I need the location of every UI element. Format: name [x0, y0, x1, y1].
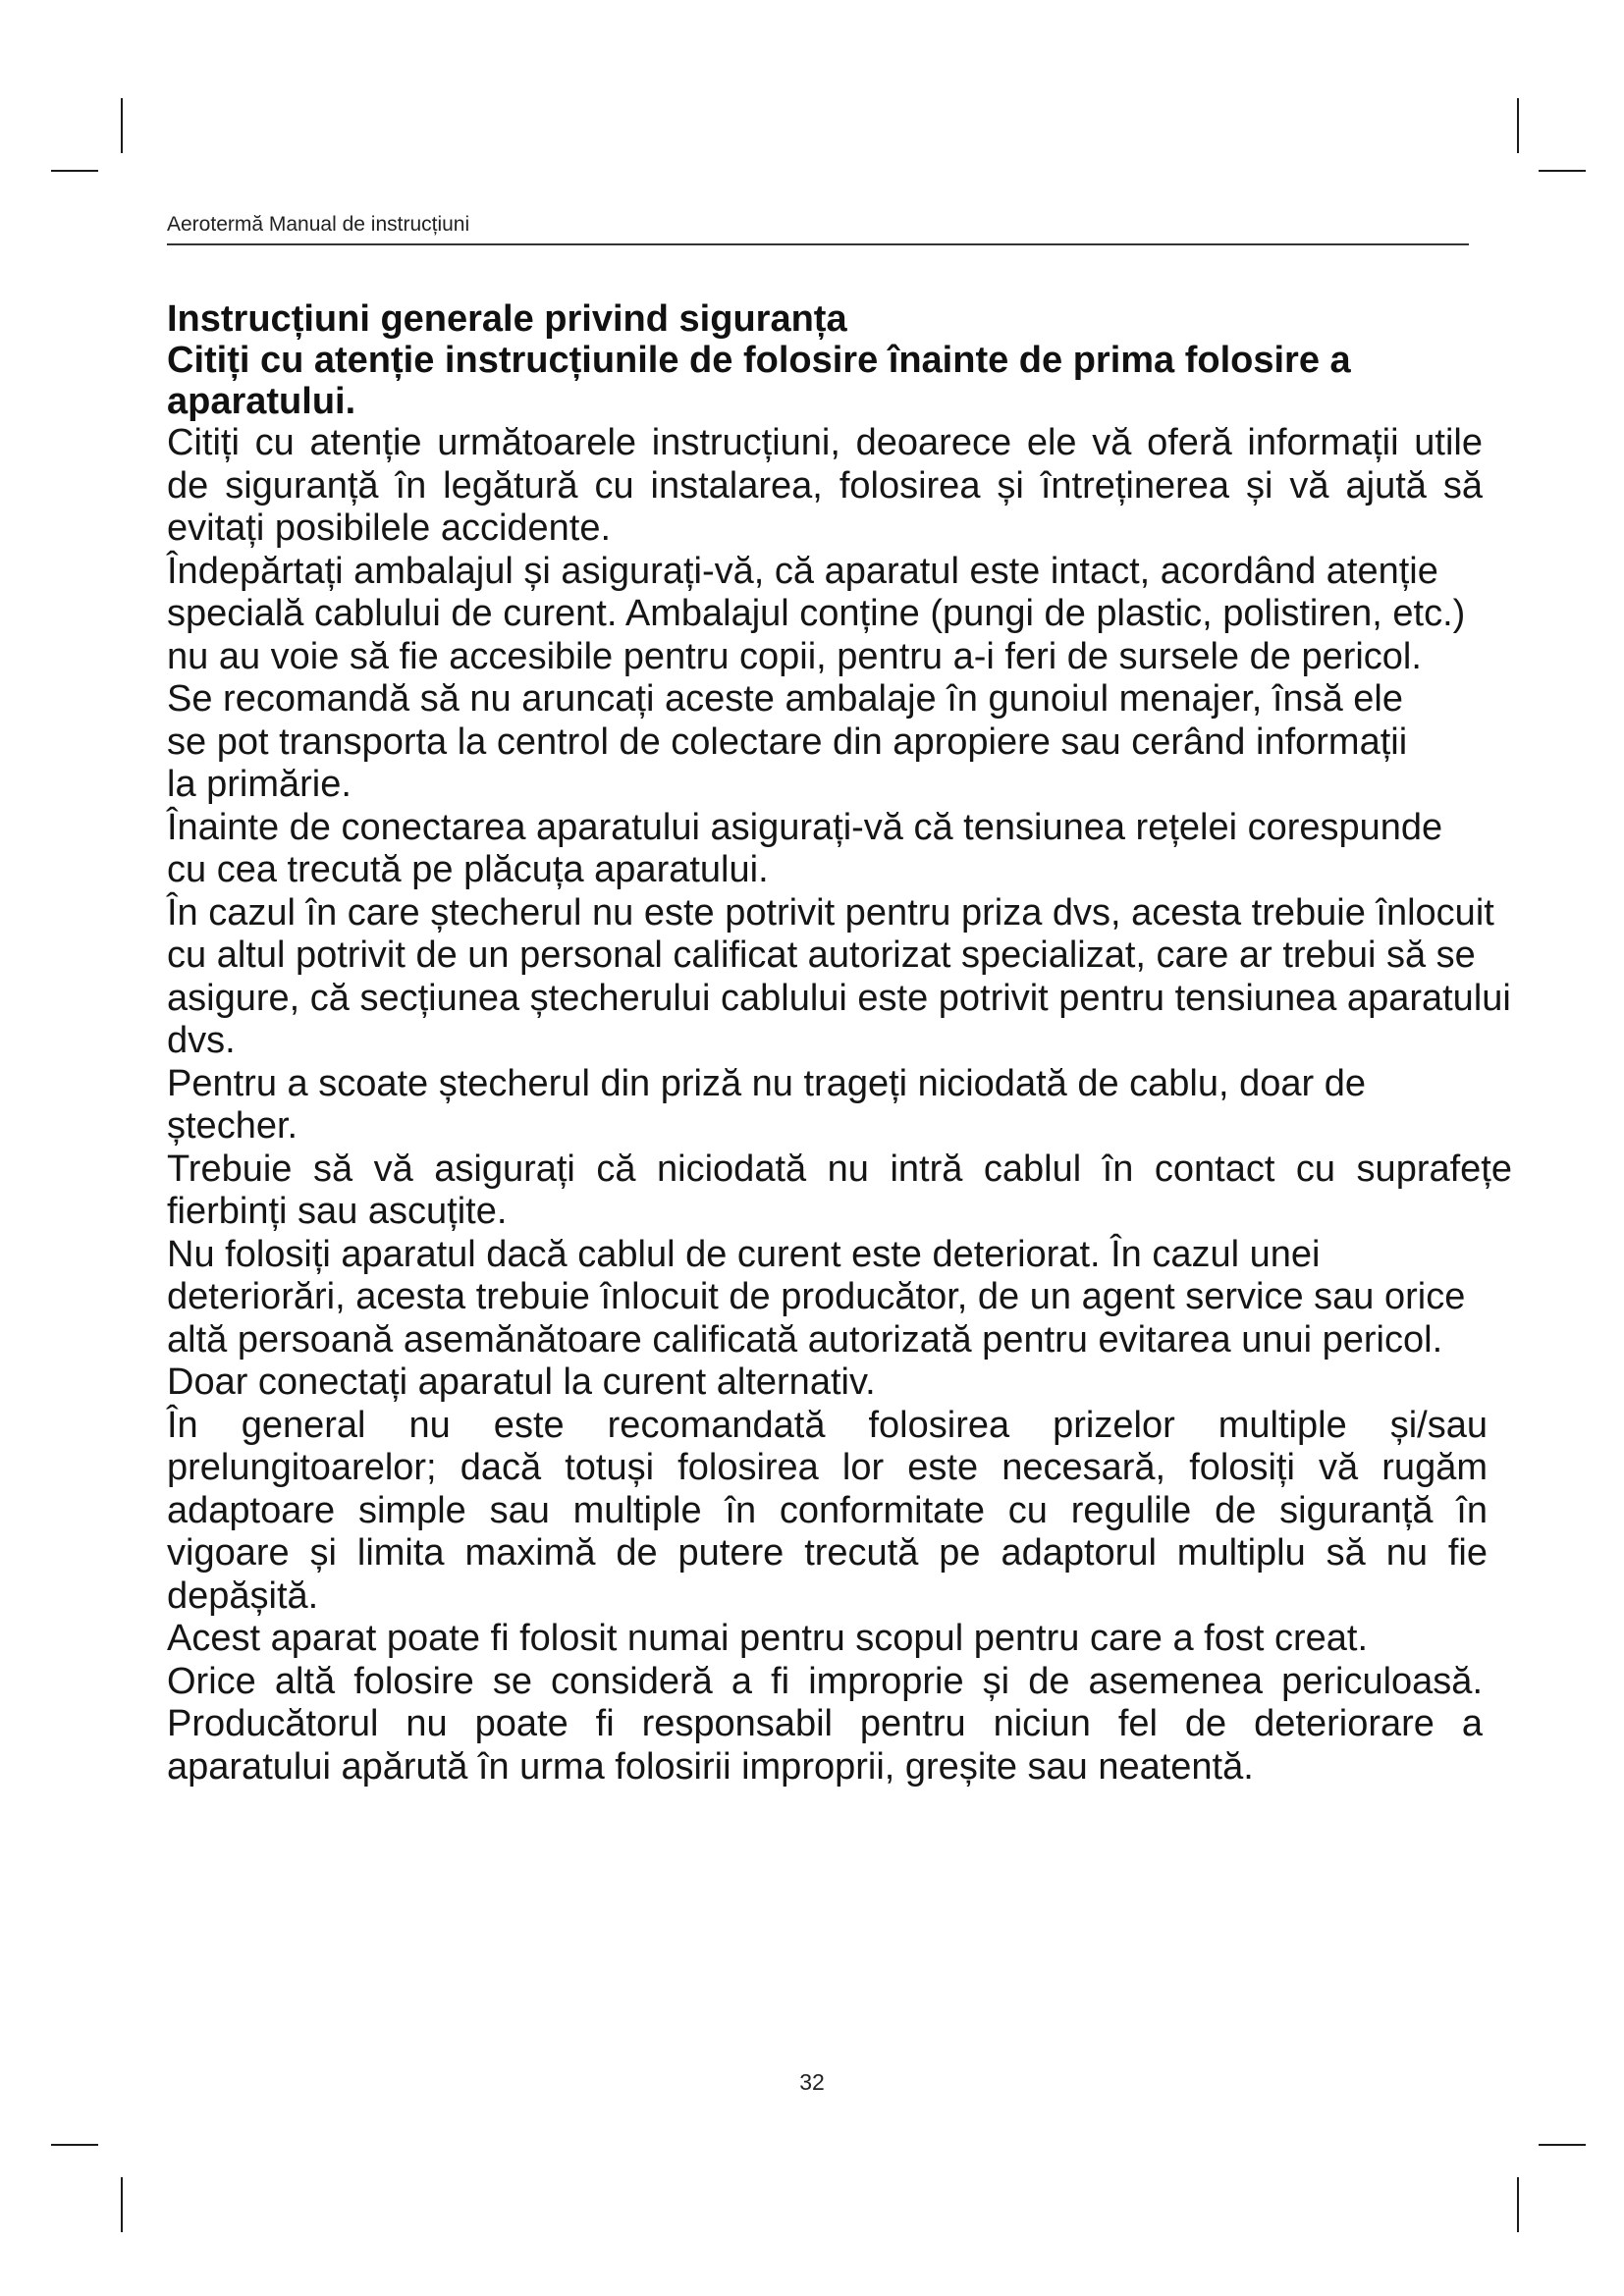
- header-divider: [167, 243, 1469, 245]
- page-number: 32: [799, 2069, 825, 2095]
- paragraph-multiple-sockets: În general nu este recomandată folosirea prizelor multiple și/sau prelungitoarelor; dacă totuși folosirea lor este necesară, folosiți vă rugăm adaptoare simple sau multiple în conformitate cu regulile de siguranță în vigoare și limita maximă de putere trecută pe adaptorul multiplu să nu fie depășită.: [167, 1404, 1488, 1617]
- paragraph-remove-packaging: Îndepărtați ambalajul și asigurați-vă, că aparatul este intact, acordând atenție specială cablului de curent. Ambalajul conține (pungi de plastic, polistiren, etc.) nu au voie să fie accesibile pentru copii, pentru a-i feri de sursele de pericol.: [167, 550, 1466, 677]
- paragraph-cable-contact: Trebuie să vă asigurați că niciodată nu intră cablul în contact cu suprafețe fierbinți sau ascuțite.: [167, 1148, 1512, 1232]
- crop-mark-bottom-right-vertical: [1517, 2177, 1519, 2232]
- section-subheading: Citiți cu atenție instrucțiunile de folosire înainte de prima folosire a aparatului.: [167, 340, 1351, 422]
- paragraph-improper-use: Orice altă folosire se consideră a fi improprie și de asemenea periculoasă. Producătorul nu poate fi responsabil pentru niciun fel de deteriorare a aparatului apărută în urma folosirii improprii, greșite sau neatentă.: [167, 1660, 1483, 1788]
- paragraph-check-voltage: Înainte de conectarea aparatului asigurați-vă că tensiunea rețelei corespunde cu cea trecută pe plăcuța aparatului.: [167, 806, 1443, 890]
- header-title: Aerotermă Manual de instrucțiuni: [167, 213, 470, 236]
- paragraph-read-instructions: Citiți cu atenție următoarele instrucțiuni, deoarece ele vă oferă informații utile de siguranță în legătură cu instalarea, folosirea și întreținerea și vă ajută să evitați posibilele accidente.: [167, 422, 1483, 549]
- paragraph-unplugging: Pentru a scoate ștecherul din priză nu trageți niciodată de cablu, doar de ștecher.: [167, 1062, 1366, 1147]
- paragraph-damaged-cable: Nu folosiți aparatul dacă cablul de curent este deteriorat. În cazul unei deteriorări, acesta trebuie înlocuit de producător, de un agent service sau orice altă persoană asemănătoare calificată autorizată pentru evitarea unui pericol.: [167, 1233, 1466, 1361]
- running-header: [167, 210, 1469, 245]
- crop-mark-bottom-right-horizontal: [1539, 2144, 1586, 2146]
- page-content: [167, 298, 1512, 1789]
- paragraph-intended-use: Acest aparat poate fi folosit numai pentru scopul pentru care a fost creat.: [167, 1618, 1369, 1659]
- crop-mark-bottom-left-horizontal: [51, 2144, 98, 2146]
- crop-mark-top-left-vertical: [121, 98, 123, 153]
- crop-mark-top-right-horizontal: [1539, 170, 1586, 172]
- paragraph-plug-replacement: În cazul în care ștecherul nu este potrivit pentru priza dvs, acesta trebuie înlocuit cu altul potrivit de un personal calificat autorizat specializat, care ar trebui să se asigure, că secțiunea ștecherului cablului este potrivit pentru tensiunea aparatului dvs.: [167, 891, 1511, 1061]
- crop-mark-top-right-vertical: [1517, 98, 1519, 153]
- section-heading: Instrucțiuni generale privind siguranța: [167, 298, 847, 340]
- paragraph-packaging-disposal: Se recomandă să nu aruncați aceste ambalaje în gunoiul menajer, însă ele se pot transporta la centrol de colectare din apropiere sau cerând informații la primărie.: [167, 678, 1408, 805]
- crop-mark-bottom-left-vertical: [121, 2177, 123, 2232]
- crop-mark-top-left-horizontal: [51, 170, 98, 172]
- paragraph-alternating-current: Doar conectați aparatul la curent alternativ.: [167, 1362, 876, 1403]
